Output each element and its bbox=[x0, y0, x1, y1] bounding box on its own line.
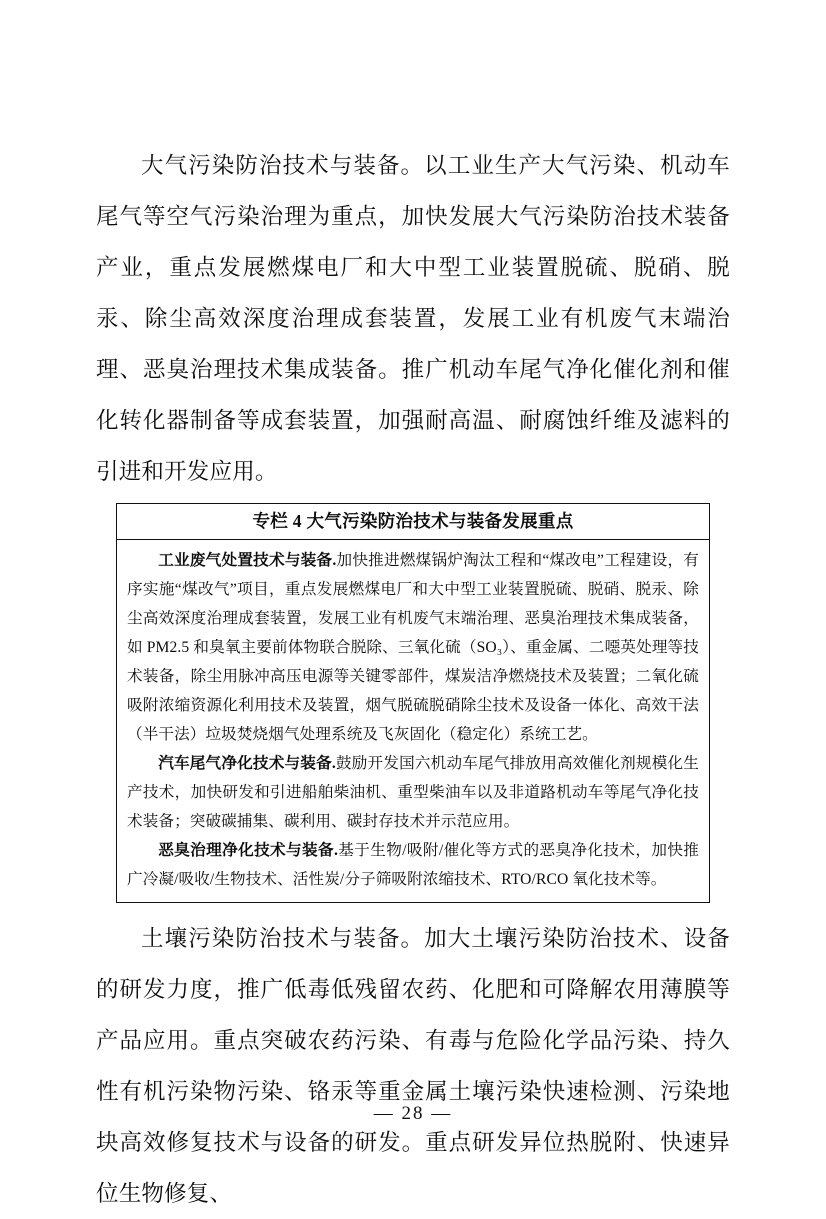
callout-item-vehicle-exhaust bbox=[127, 749, 699, 836]
paragraph-air-pollution: 大气污染防治技术与装备。以工业生产大气污染、机动车尾气等空气污染治理为重点，加快发展大气污染防治技术装备产业，重点发展燃煤电厂和大中型工业装置脱硫、脱硝、脱汞、除尘高效深度治理成套装置，发展工业有机废气末端治理、恶臭治理技术集成装备。推广机动车尾气净化催化剂和催化转化器制备等成套装置，加强耐高温、耐腐蚀纤维及滤料的引进和开发应用。 bbox=[96, 153, 730, 484]
callout-item-text: 基于生物/吸附/催化等方式的恶臭净化技术，加快推广冷凝/吸收/生物技术、活性炭/分子筛吸附浓缩技术、RTO/RCO 氧化技术等。 bbox=[127, 842, 699, 888]
callout-box-column-4 bbox=[116, 503, 710, 903]
callout-item-odor-treatment bbox=[127, 836, 699, 894]
callout-item-text: 加快推进燃煤锅炉淘汰工程和“煤改电”工程建设，有序实施“煤改气”项目，重点发展燃煤电厂和大中型工业装置脱硫、脱硝、脱汞、除尘高效深度治理成套装置，发展工业有机废气末端治理、恶臭治理技术集成装备，如 PM2.5 和臭氧主要前体物联合脱除、三氧化硫（SO₃）、重金属、二噁英处理等技术装备，除尘用脉冲高压电源等关键零部件，煤炭洁净燃烧技术及装置；二氧化硫吸附浓缩资源化利用技术及装置，烟气脱硫脱硝除尘技术及设备一体化、高效干法（半干法）垃圾焚烧烟气处理系统及飞灰固化（稳定化）系统工艺。 bbox=[127, 552, 699, 743]
page-number: — 28 — bbox=[373, 1103, 453, 1124]
callout-box-title: 专栏 4 大气污染防治技术与装备发展重点 bbox=[117, 504, 709, 540]
callout-item-lead: 工业废气处置技术与装备. bbox=[158, 552, 337, 569]
callout-item-lead: 恶臭治理净化技术与装备. bbox=[158, 842, 338, 859]
callout-item-text: 鼓励开发国六机动车尾气排放用高效催化剂规模化生产技术，加快研发和引进船舶柴油机、重型柴油车以及非道路机动车等尾气净化技术装备；突破碳捕集、碳利用、碳封存技术并示范应用。 bbox=[127, 755, 699, 830]
callout-item-lead: 汽车尾气净化技术与装备. bbox=[158, 755, 336, 772]
callout-box-body bbox=[117, 540, 709, 902]
callout-item-industrial-waste-gas bbox=[127, 546, 699, 749]
paragraph-soil-pollution: 土壤污染防治技术与装备。加大土壤污染防治技术、设备的研发力度，推广低毒低残留农药、化肥和可降解农用薄膜等产品应用。重点突破农药污染、有毒与危险化学品污染、持久性有机污染物污染、铬汞等重金属土壤污染快速检测、污染地块高效修复技术与设备的研发。重点研发异位热脱附、快速异位生物修复、 bbox=[96, 926, 730, 1206]
